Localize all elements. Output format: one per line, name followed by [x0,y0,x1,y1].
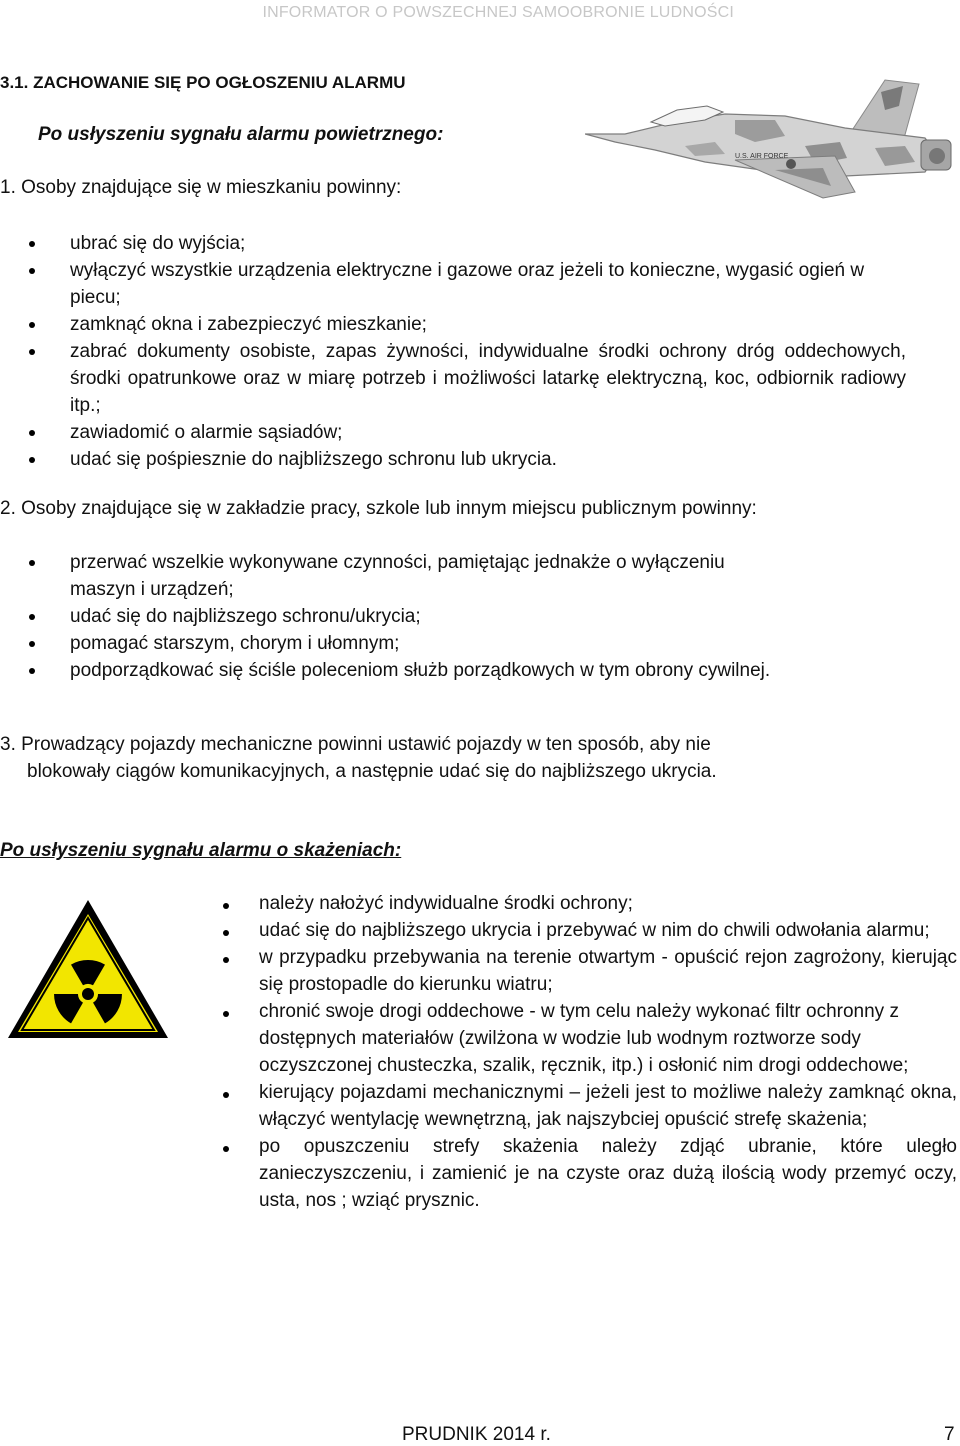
list-item: chronić swoje drogi oddechowe - w tym celu należy wykonać filtr ochronny z dostępnych materiałów (zwilżona w wodzie lub wodnym roztworze sody oczyszczonej chusteczka, szalik, ręcznik, itp.) i osłonić nim drogi oddechowe; [259,998,929,1079]
list-item: kierujący pojazdami mechanicznymi – jeżeli jest to możliwe należy zamknąć okna, włączyć wentylację wewnętrzną, jak najszybciej opuścić strefę skażenia; [259,1079,957,1133]
list-item: udać się do najbliższego ukrycia i przebywać w nim do chwili odwołania alarmu; [259,917,957,944]
fighter-jet-icon [585,76,957,213]
list-item: wyłączyć wszystkie urządzenia elektryczne i gazowe oraz jeżeli to konieczne, wygasić ogień w piecu; [70,257,906,311]
list-item: podporządkować się ściśle poleceniom służb porządkowych w tym obrony cywilnej. [70,657,898,684]
list-item: zamknąć okna i zabezpieczyć mieszkanie; [70,311,906,338]
section-title: 3.1. ZACHOWANIE SIĘ PO OGŁOSZENIU ALARMU [0,73,406,92]
point1-intro: 1. Osoby znajdujące się w mieszkaniu powinny: [0,177,402,198]
list-item: przerwać wszelkie wykonywane czynności, pamiętając jednakże o wyłączeniu maszyn i urządzeń; [70,549,740,603]
contamination-heading: Po usłyszeniu sygnału alarmu o skażeniach: [0,840,402,861]
list-item: w przypadku przebywania na terenie otwartym - opuścić rejon zagrożony, kierując się prostopadle do kierunku wiatru; [259,944,957,998]
radiation-warning-icon [2,894,174,1049]
point3-line1: 3. Prowadzący pojazdy mechaniczne powinni ustawić pojazdy w ten sposób, aby nie [0,734,711,755]
page-number: 7 [944,1424,955,1445]
list-item: należy nałożyć indywidualne środki ochrony; [259,890,957,917]
point3-line2: blokowały ciągów komunikacyjnych, a następnie udać się do najbliższego ukrycia. [27,761,717,782]
air-alarm-heading: Po usłyszeniu sygnału alarmu powietrznego: [38,124,444,145]
list-item: zawiadomić o alarmie sąsiadów; [70,419,906,446]
point1-list [70,230,906,473]
contamination-list [259,890,957,1214]
list-item: ubrać się do wyjścia; [70,230,906,257]
list-item: po opuszczeniu strefy skażenia należy zdjąć ubranie, które uległo zanieczyszczeniu, i zamienić je na czyste oraz dużą ilością wody przemyć oczy, usta, nos ; wziąć prysznic. [259,1133,957,1214]
footer-text: PRUDNIK 2014 r. [402,1424,551,1445]
list-item: udać się do najbliższego schronu/ukrycia; [70,603,898,630]
running-header: INFORMATOR O POWSZECHNEJ SAMOOBRONIE LUDNOŚCI [262,4,734,21]
list-item: pomagać starszym, chorym i ułomnym; [70,630,898,657]
point2-intro: 2. Osoby znajdujące się w zakładzie pracy, szkole lub innym miejscu publicznym powinny: [0,498,757,519]
list-item: udać się pośpiesznie do najbliższego schronu lub ukrycia. [70,446,906,473]
jet-marking-text: U.S. AIR FORCE [735,153,789,160]
list-item: zabrać dokumenty osobiste, zapas żywności, indywidualne środki ochrony dróg oddechowych, środki opatrunkowe oraz w miarę potrzeb i możliwości latarkę elektryczną, koc, odbiornik radiowy itp.; [70,338,906,419]
point2-list [70,549,898,684]
